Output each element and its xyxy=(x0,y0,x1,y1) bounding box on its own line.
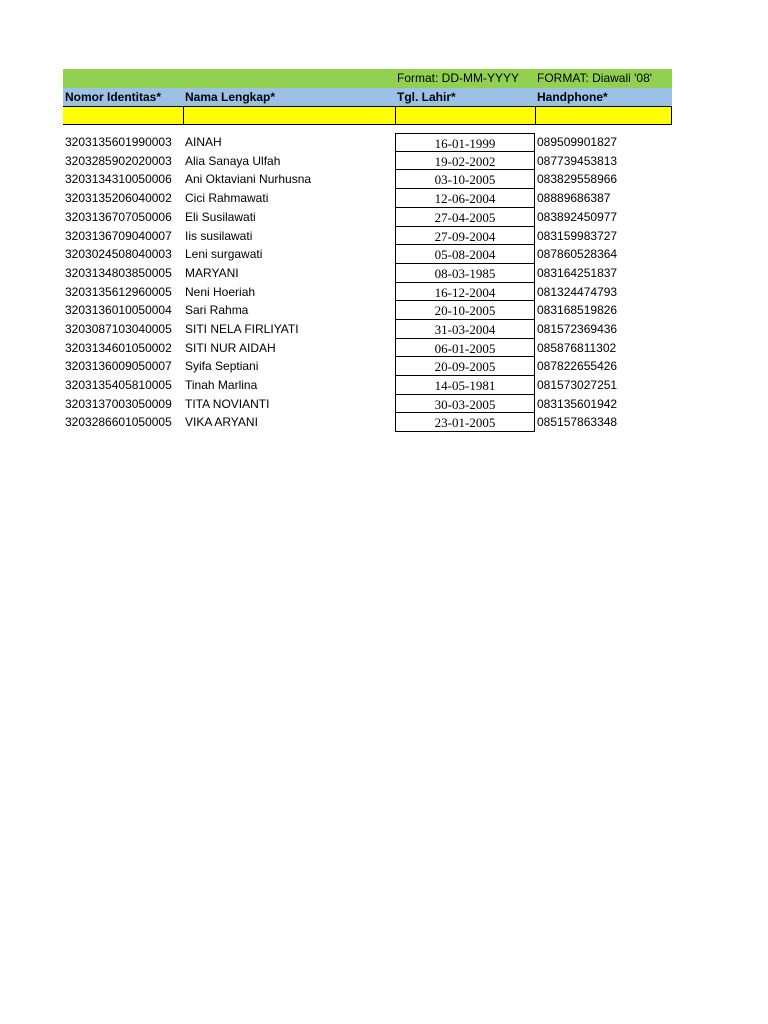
header-handphone[interactable]: Handphone* xyxy=(537,89,608,104)
table-row xyxy=(63,357,672,376)
cell-handphone[interactable]: 083159983727 xyxy=(537,228,618,243)
cell-nomor-identitas[interactable]: 3203087103040005 xyxy=(65,321,172,336)
cell-tgl-lahir[interactable]: 23-01-2005 xyxy=(395,413,535,432)
cell-nomor-identitas[interactable]: 3203134601050002 xyxy=(65,340,172,355)
empty-cell[interactable] xyxy=(535,106,672,125)
table-row xyxy=(63,170,672,189)
cell-nama-lengkap[interactable]: Sari Rahma xyxy=(185,303,249,318)
cell-tgl-lahir[interactable]: 20-10-2005 xyxy=(395,301,535,320)
format-hint-row xyxy=(63,69,672,88)
data-rows xyxy=(63,133,672,432)
cell-nama-lengkap[interactable]: Alia Sanaya Ulfah xyxy=(185,153,281,168)
row-spacer xyxy=(63,125,672,133)
cell-nama-lengkap[interactable]: AINAH xyxy=(185,135,222,150)
cell-nomor-identitas[interactable]: 3203136010050004 xyxy=(65,303,172,318)
cell-nama-lengkap[interactable]: Tinah Marlina xyxy=(185,378,258,392)
table-row xyxy=(63,376,672,395)
table-row xyxy=(63,264,672,283)
table-row xyxy=(63,227,672,246)
cell-handphone[interactable]: 08889686387 xyxy=(537,191,611,206)
cell-handphone[interactable]: 085876811302 xyxy=(537,340,617,355)
header-tgl-lahir[interactable]: Tgl. Lahir* xyxy=(397,89,456,104)
cell-nama-lengkap[interactable]: Eli Susilawati xyxy=(185,209,256,224)
cell-nama-lengkap[interactable]: SITI NELA FIRLIYATI xyxy=(185,321,299,336)
cell-nomor-identitas[interactable]: 3203136009050007 xyxy=(65,359,172,374)
cell-tgl-lahir[interactable]: 03-10-2005 xyxy=(395,170,535,189)
table-row xyxy=(63,133,672,152)
cell-handphone[interactable]: 087860528364 xyxy=(537,247,618,262)
cell-nomor-identitas[interactable]: 3203136709040007 xyxy=(65,228,172,243)
table-row xyxy=(63,301,672,320)
empty-cell[interactable] xyxy=(63,106,183,125)
cell-handphone[interactable]: 089509901827 xyxy=(537,135,618,150)
cell-handphone[interactable]: 085157863348 xyxy=(537,415,618,430)
cell-nomor-identitas[interactable]: 3203134803850005 xyxy=(65,265,172,280)
cell-handphone[interactable]: 083892450977 xyxy=(537,209,618,224)
header-row xyxy=(63,88,672,107)
cell-nama-lengkap[interactable]: MARYANI xyxy=(185,265,239,280)
table-row xyxy=(63,283,672,302)
cell-nomor-identitas[interactable]: 3203135206040002 xyxy=(65,191,172,206)
table-row xyxy=(63,320,672,339)
table-row xyxy=(63,208,672,227)
table-row xyxy=(63,413,672,432)
cell-handphone[interactable]: 081324474793 xyxy=(537,284,618,299)
cell-tgl-lahir[interactable]: 31-03-2004 xyxy=(395,320,535,339)
format-cell-nomor[interactable] xyxy=(63,69,183,88)
highlighted-empty-row xyxy=(63,106,672,125)
cell-handphone[interactable]: 087822655426 xyxy=(537,359,618,374)
cell-handphone[interactable]: 081573027251 xyxy=(537,378,618,392)
cell-tgl-lahir[interactable]: 14-05-1981 xyxy=(395,376,535,395)
cell-handphone[interactable]: 083164251837 xyxy=(537,265,618,280)
cell-nomor-identitas[interactable]: 3203286601050005 xyxy=(65,415,172,430)
cell-handphone[interactable]: 087739453813 xyxy=(537,153,618,168)
cell-nama-lengkap[interactable]: Ani Oktaviani Nurhusna xyxy=(185,172,312,187)
cell-nama-lengkap[interactable]: Neni Hoeriah xyxy=(185,284,256,299)
cell-nama-lengkap[interactable]: TITA NOVIANTI xyxy=(185,396,270,411)
cell-nama-lengkap[interactable]: SITI NUR AIDAH xyxy=(185,340,276,355)
cell-tgl-lahir[interactable]: 06-01-2005 xyxy=(395,339,535,358)
cell-nomor-identitas[interactable]: 3203136707050006 xyxy=(65,209,172,224)
cell-tgl-lahir[interactable]: 27-09-2004 xyxy=(395,227,535,246)
cell-nama-lengkap[interactable]: Cici Rahmawati xyxy=(185,191,269,206)
spreadsheet xyxy=(63,69,672,432)
cell-tgl-lahir[interactable]: 08-03-1985 xyxy=(395,264,535,283)
cell-tgl-lahir[interactable]: 05-08-2004 xyxy=(395,245,535,264)
cell-nomor-identitas[interactable]: 3203135612960005 xyxy=(65,284,172,299)
cell-tgl-lahir[interactable]: 30-03-2005 xyxy=(395,395,535,414)
cell-nomor-identitas[interactable]: 3203137003050009 xyxy=(65,396,172,411)
table-row xyxy=(63,395,672,414)
cell-nomor-identitas[interactable]: 3203135601990003 xyxy=(65,135,172,150)
cell-nomor-identitas[interactable]: 3203285902020003 xyxy=(65,153,172,168)
cell-handphone[interactable]: 081572369436 xyxy=(537,321,618,336)
cell-nama-lengkap[interactable]: Syifa Septiani xyxy=(185,359,259,374)
format-cell-hp[interactable]: FORMAT: Diawali '08' xyxy=(537,71,653,85)
cell-nomor-identitas[interactable]: 3203135405810005 xyxy=(65,378,172,392)
cell-tgl-lahir[interactable]: 12-06-2004 xyxy=(395,189,535,208)
table-row xyxy=(63,189,672,208)
cell-nomor-identitas[interactable]: 3203134310050006 xyxy=(65,172,172,187)
cell-tgl-lahir[interactable]: 20-09-2005 xyxy=(395,357,535,376)
empty-cell[interactable] xyxy=(183,106,395,125)
cell-nama-lengkap[interactable]: Iis susilawati xyxy=(185,228,253,243)
empty-cell[interactable] xyxy=(395,106,535,125)
cell-handphone[interactable]: 083168519826 xyxy=(537,303,618,318)
header-nama-lengkap[interactable]: Nama Lengkap* xyxy=(185,89,276,104)
cell-nama-lengkap[interactable]: Leni surgawati xyxy=(185,247,263,262)
format-cell-tgl[interactable]: Format: DD-MM-YYYY xyxy=(397,71,520,85)
table-row xyxy=(63,152,672,171)
cell-handphone[interactable]: 083135601942 xyxy=(537,396,618,411)
cell-nomor-identitas[interactable]: 3203024508040003 xyxy=(65,247,172,262)
cell-tgl-lahir[interactable]: 19-02-2002 xyxy=(395,152,535,171)
cell-handphone[interactable]: 083829558966 xyxy=(537,172,618,187)
cell-tgl-lahir[interactable]: 16-12-2004 xyxy=(395,283,535,302)
table-row xyxy=(63,245,672,264)
cell-tgl-lahir[interactable]: 27-04-2005 xyxy=(395,208,535,227)
cell-tgl-lahir[interactable]: 16-01-1999 xyxy=(395,133,535,152)
header-nomor-identitas[interactable]: Nomor Identitas* xyxy=(65,89,162,104)
cell-nama-lengkap[interactable]: VIKA ARYANI xyxy=(185,415,258,430)
format-cell-nama[interactable] xyxy=(183,69,395,88)
table-row xyxy=(63,339,672,358)
